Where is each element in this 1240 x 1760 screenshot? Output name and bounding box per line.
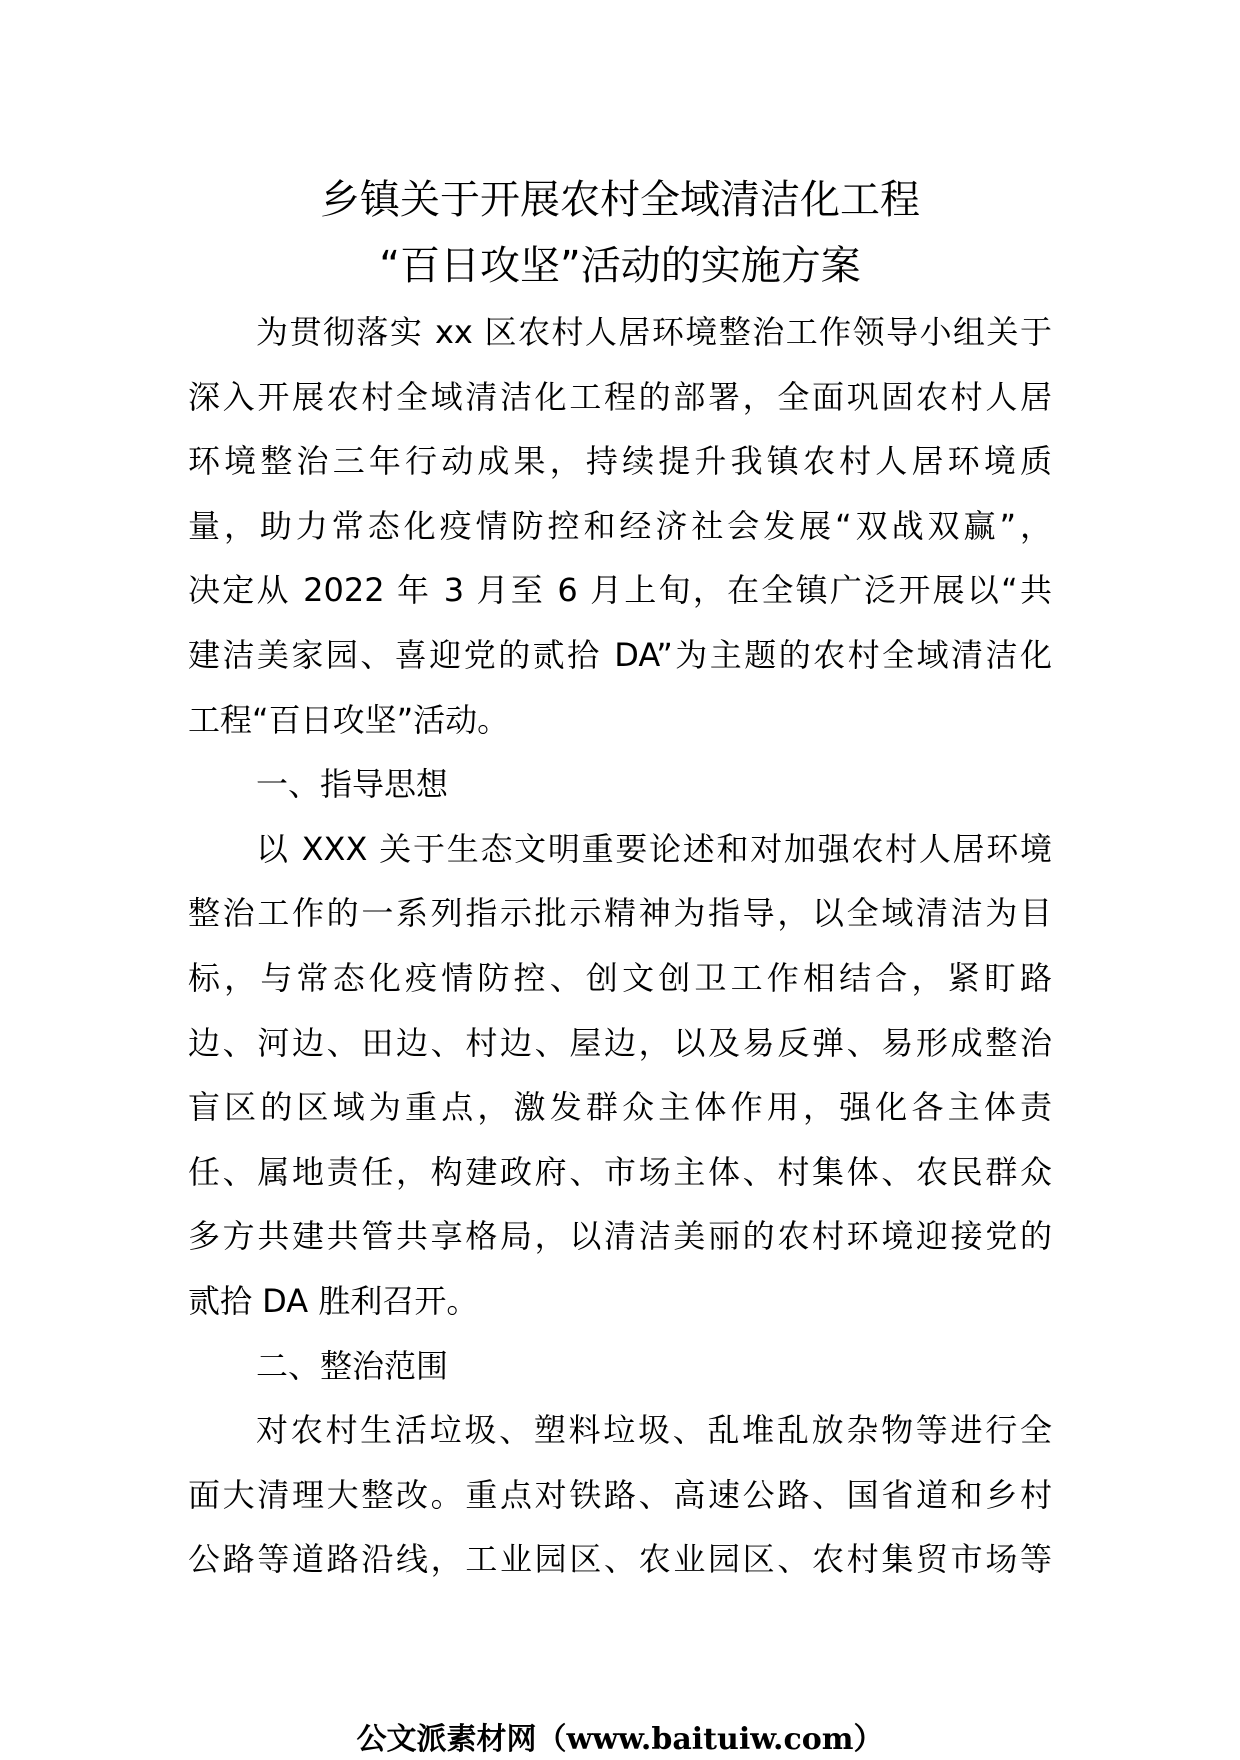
body-line: 公路等道路沿线，工业园区、农业园区、农村集贸市场等: [188, 1540, 1052, 1579]
body-line: 面大清理大整改。重点对铁路、高速公路、国省道和乡村: [188, 1475, 1052, 1514]
footer-watermark: 公文派素材网（www.baituiw.com）: [356, 1722, 884, 1757]
body-line: 建洁美家园、喜迎党的贰拾 DA”为主题的农村全域清洁化: [188, 635, 1052, 674]
document-body: [188, 300, 1052, 1592]
body-line: 量，助力常态化疫情防控和经济社会发展“双战双赢”，: [188, 506, 1052, 545]
body-line: 工程“百日攻坚”活动。: [188, 700, 510, 739]
document-title-line-1: 乡镇关于开展农村全域清洁化工程: [320, 177, 920, 223]
body-line: 为贯彻落实 xx 区农村人居环境整治工作领导小组关于: [256, 313, 1052, 351]
body-line: 标，与常态化疫情防控、创文创卫工作相结合，紧盯路: [188, 958, 1052, 997]
body-line: 边、河边、田边、村边、屋边，以及易反弹、易形成整治: [188, 1023, 1052, 1062]
body-line: 以 XXX 关于生态文明重要论述和对加强农村人居环境: [256, 829, 1052, 868]
body-line: 整治工作的一系列指示批示精神为指导，以全域清洁为目: [188, 894, 1052, 933]
body-line: 决定从 2022 年 3 月至 6 月上旬，在全镇广泛开展以“共: [188, 571, 1052, 610]
body-line: 二、整治范围: [256, 1346, 449, 1385]
body-line: 一、指导思想: [256, 765, 449, 804]
body-line: 环境整治三年行动成果，持续提升我镇农村人居环境质: [188, 442, 1052, 481]
body-line: 贰拾 DA 胜利召开。: [188, 1281, 479, 1320]
document-title-line-2: “百日攻坚”活动的实施方案: [379, 243, 861, 289]
body-line: 对农村生活垃圾、塑料垃圾、乱堆乱放杂物等进行全: [256, 1411, 1052, 1450]
body-line: 深入开展农村全域清洁化工程的部署，全面巩固农村人居: [188, 377, 1052, 416]
body-line: 任、属地责任，构建政府、市场主体、村集体、农民群众: [188, 1152, 1052, 1191]
body-line: 盲区的区域为重点，激发群众主体作用，强化各主体责: [188, 1088, 1052, 1127]
body-line: 多方共建共管共享格局，以清洁美丽的农村环境迎接党的: [188, 1217, 1052, 1256]
